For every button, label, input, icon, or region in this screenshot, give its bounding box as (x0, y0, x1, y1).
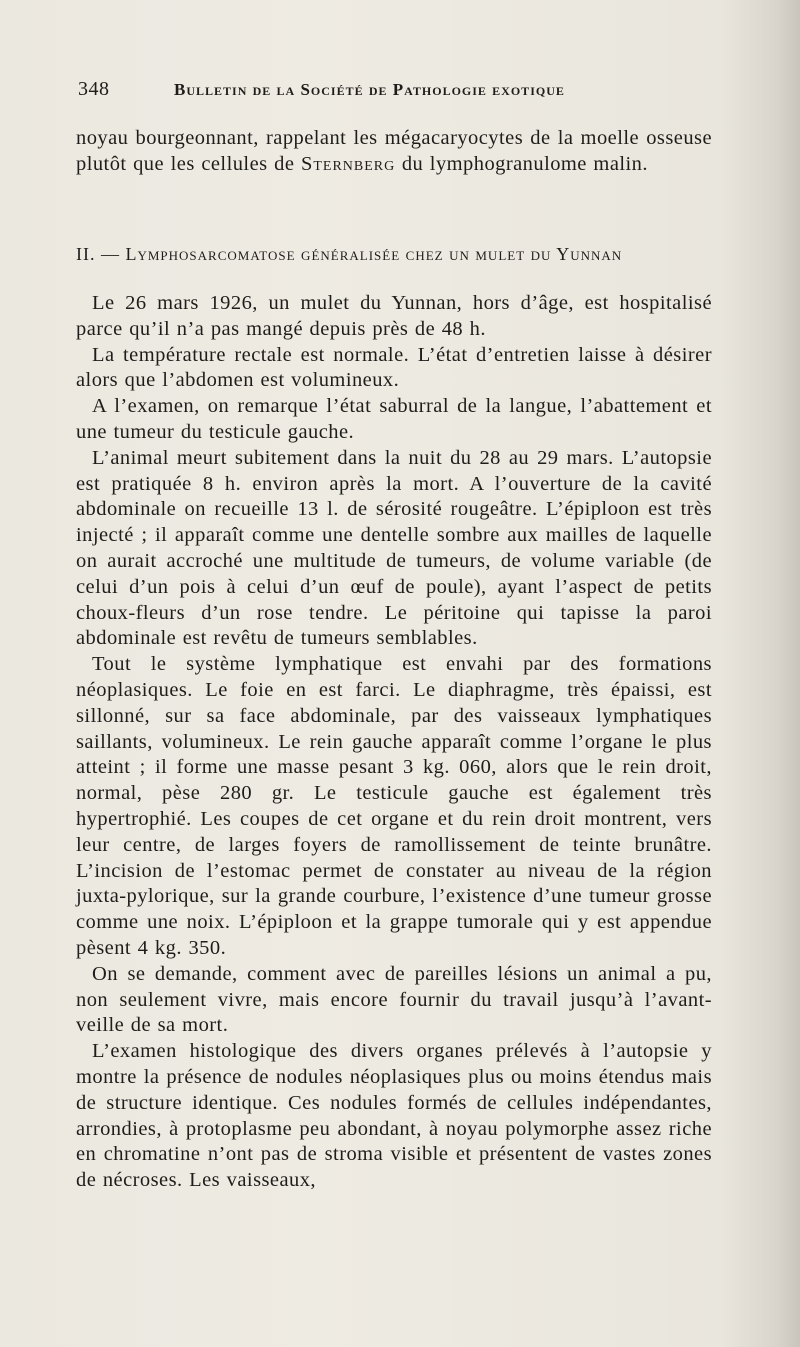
paragraph: L’examen histologique des divers organes prélevés à l’autopsie y montre la présence de nodules néoplasiques plus ou moins étendus mais de structure identique. Ces nodules formés de cellules indépendantes, arrondies, à protoplasme peu abondant, à noyau polymorphe assez riche en chromatine n’ont pas de stroma visible et présentent de vastes zones de nécroses. Les vaisseaux, (76, 1040, 712, 1192)
page-header (78, 78, 718, 102)
text-segment: du lymphogranulome malin. (395, 152, 648, 175)
paragraph (76, 126, 712, 178)
paragraph: A l’examen, on remarque l’état saburral de la langue, l’abattement et une tumeur du testicule gauche. (76, 395, 712, 443)
paragraph: Tout le système lymphatique est envahi par des formations néoplasiques. Le foie en est farci. Le diaphragme, très épaissi, est sillonné, sur sa face abdominale, par des vaisseaux lymphatiques saillants, volumineux. Le rein gauche apparaît comme l’organe le plus atteint ; il forme une masse pesant 3 kg. 060, alors que le rein droit, normal, pèse 280 gr. Le testicule gauche est également très hypertrophié. Les coupes de cet organe et du rein droit montrent, vers leur centre, de larges foyers de ramollissement de teinte brunâtre. L’incision de l’estomac permet de constater au niveau de la région juxta-pylorique, sur la grande courbure, l’existence d’une tumeur grosse comme une noix. L’épiploon et la grappe tumorale qui y est appendue pèsent 4 kg. 350. (76, 653, 712, 959)
body-text (76, 291, 712, 1194)
paragraph: La température rectale est normale. L’état d’entretien laisse à désirer alors que l’abdomen est volumineux. (76, 343, 712, 392)
paragraph: L’animal meurt subitement dans la nuit du 28 au 29 mars. L’autopsie est pratiquée 8 h. environ après la mort. A l’ouverture de la cavité abdominale on recueille 13 l. de sérosité rougeâtre. L’épiploon est très injecté ; il apparaît comme une dentelle sombre aux mailles de laquelle on aurait accroché une multitude de tumeurs, de volume variable (de celui d’un pois à celui d’un œuf de poule), ayant l’aspect de petits choux-fleurs d’un rose tendre. Le péritoine qui tapisse la paroi abdominale est revêtu de tumeurs semblables. (76, 446, 712, 650)
text-segment: noyau bourgeonnant, rappelant les mégacaryocytes de la moelle osseuse plutôt que les cellules de (76, 127, 712, 175)
paragraph: On se demande, comment avec de pareilles lésions un animal a pu, non seulement vivre, mais encore fournir du travail jusqu’à l’avant-veille de sa mort. (76, 962, 712, 1037)
author-name: Sternberg (300, 152, 396, 175)
section-heading: II. — Lymphosarcomatose généralisée chez un mulet du Yunnan (76, 244, 623, 264)
page-number: 348 (78, 78, 110, 100)
paragraph: Le 26 mars 1926, un mulet du Yunnan, hors d’âge, est hospitalisé parce qu’il n’a pas mangé depuis près de 48 h. (76, 292, 712, 340)
running-title: Bulletin de la Société de Pathologie exotique (174, 80, 565, 99)
intro-paragraph (76, 126, 712, 178)
